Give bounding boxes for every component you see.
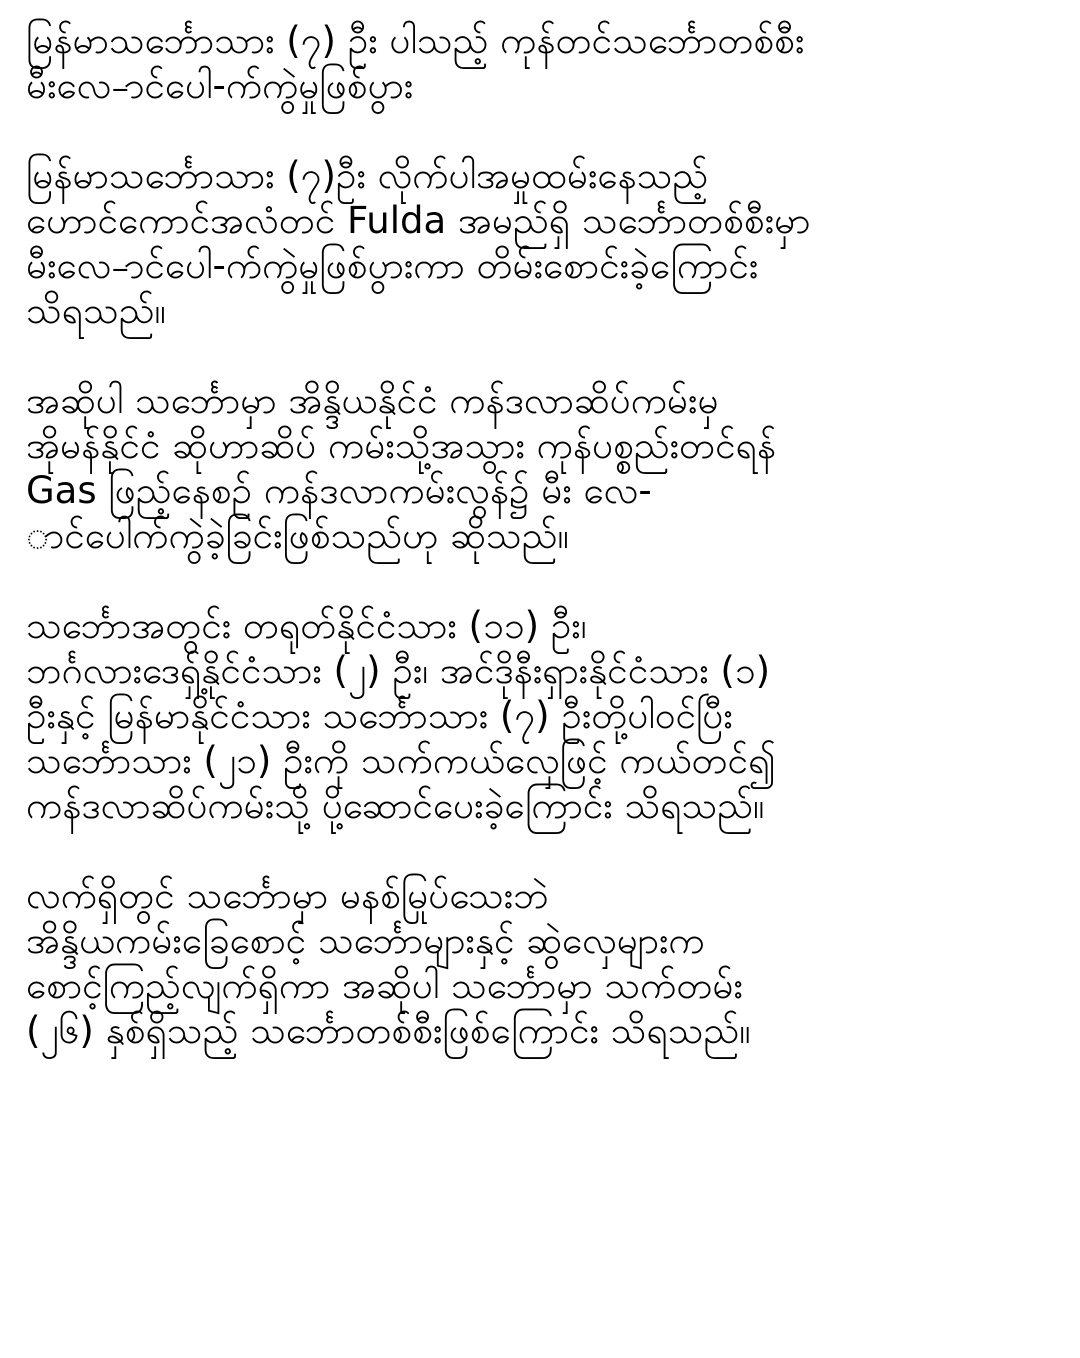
paragraph-line: သိရသည်။ [26, 289, 166, 332]
paragraph-line: ဦးနှင့် မြန်မာနိုင်ငံသား သင်္ဘောသား (၇) ဦးတို့ပါဝင်ပြီး [26, 694, 733, 737]
paragraph-line: စောင့်ကြည့်လျက်ရှိကာ အဆိုပါ သင်္ဘောမှာ သက်တမ်း [26, 964, 743, 1007]
paragraph-route [26, 378, 1056, 558]
headline-line: မီးလေ-ာင်ပေါ-က်ကွဲမှုဖြစ်ပွား [26, 64, 414, 107]
paragraph-line: မြန်မာသင်္ဘောသား (၇)ဦး လိုက်ပါအမှုထမ်းနေသည့် [26, 154, 709, 197]
paragraph-line: ဟောင်ကောင်အလံတင် Fulda အမည်ရှိ သင်္ဘောတစ်စီးမှာ [26, 199, 811, 242]
paragraph-crew [26, 603, 1056, 828]
paragraph-line: Gas ဖြည့်နေစဉ် ကန်ဒလာကမ်းလွန်၌ မီး လေ- [26, 469, 652, 512]
paragraph-line: အဆိုပါ သင်္ဘောမှာ အိန္ဒိယနိုင်ငံ ကန်ဒလာဆိပ်ကမ်းမှ [26, 379, 719, 422]
paragraph-line: ဘင်္ဂလားဒေရှ့်နိုင်ငံသား (၂) ဦး၊ အင်ဒိုနီးရှားနိုင်ငံသား (၁) [26, 649, 771, 692]
paragraph-line: အိုမန်နိုင်ငံ ဆိုဟာဆိပ် ကမ်းသို့အသွား ကုန်ပစ္စည်းတင်ရန် [26, 424, 776, 467]
news-article [26, 18, 1056, 1098]
paragraph-ship-fire [26, 153, 1056, 333]
paragraph-line: ာင်ပေါက်ကွဲခဲ့ခြင်းဖြစ်သည်ဟု ဆိုသည်။ [26, 514, 569, 557]
headline-line: မြန်မာသင်္ဘောသား (၇) ဦး ပါသည့် ကုန်တင်သင်္ဘောတစ်စီး [26, 19, 805, 62]
paragraph-line: အိန္ဒိယကမ်းခြေစောင့် သင်္ဘောများနှင့် ဆွဲလှေများက [26, 919, 705, 962]
paragraph-line: လက်ရှိတွင် သင်္ဘောမှာ မနစ်မြုပ်သေးဘဲ [26, 874, 549, 917]
article-headline [26, 18, 1056, 108]
paragraph-status [26, 873, 1056, 1053]
paragraph-line: (၂၆) နှစ်ရှိသည့် သင်္ဘောတစ်စီးဖြစ်ကြောင်း သိရသည်။ [26, 1009, 751, 1052]
paragraph-line: သင်္ဘောအတွင်း တရုတ်နိုင်ငံသား (၁၁) ဦး၊ [26, 604, 587, 647]
paragraph-line: သင်္ဘောသား (၂၁) ဦးကို သက်ကယ်လှေဖြင့် ကယ်တင်၍ [26, 739, 776, 782]
paragraph-line: ကန်ဒလာဆိပ်ကမ်းသို့ ပို့ဆောင်ပေးခဲ့ကြောင်း သိရသည်။ [26, 784, 765, 827]
paragraph-line: မီးလေ-ာင်ပေါ-က်ကွဲမှုဖြစ်ပွားကာ တိမ်းစောင်းခဲ့ကြောင်း [26, 244, 759, 287]
